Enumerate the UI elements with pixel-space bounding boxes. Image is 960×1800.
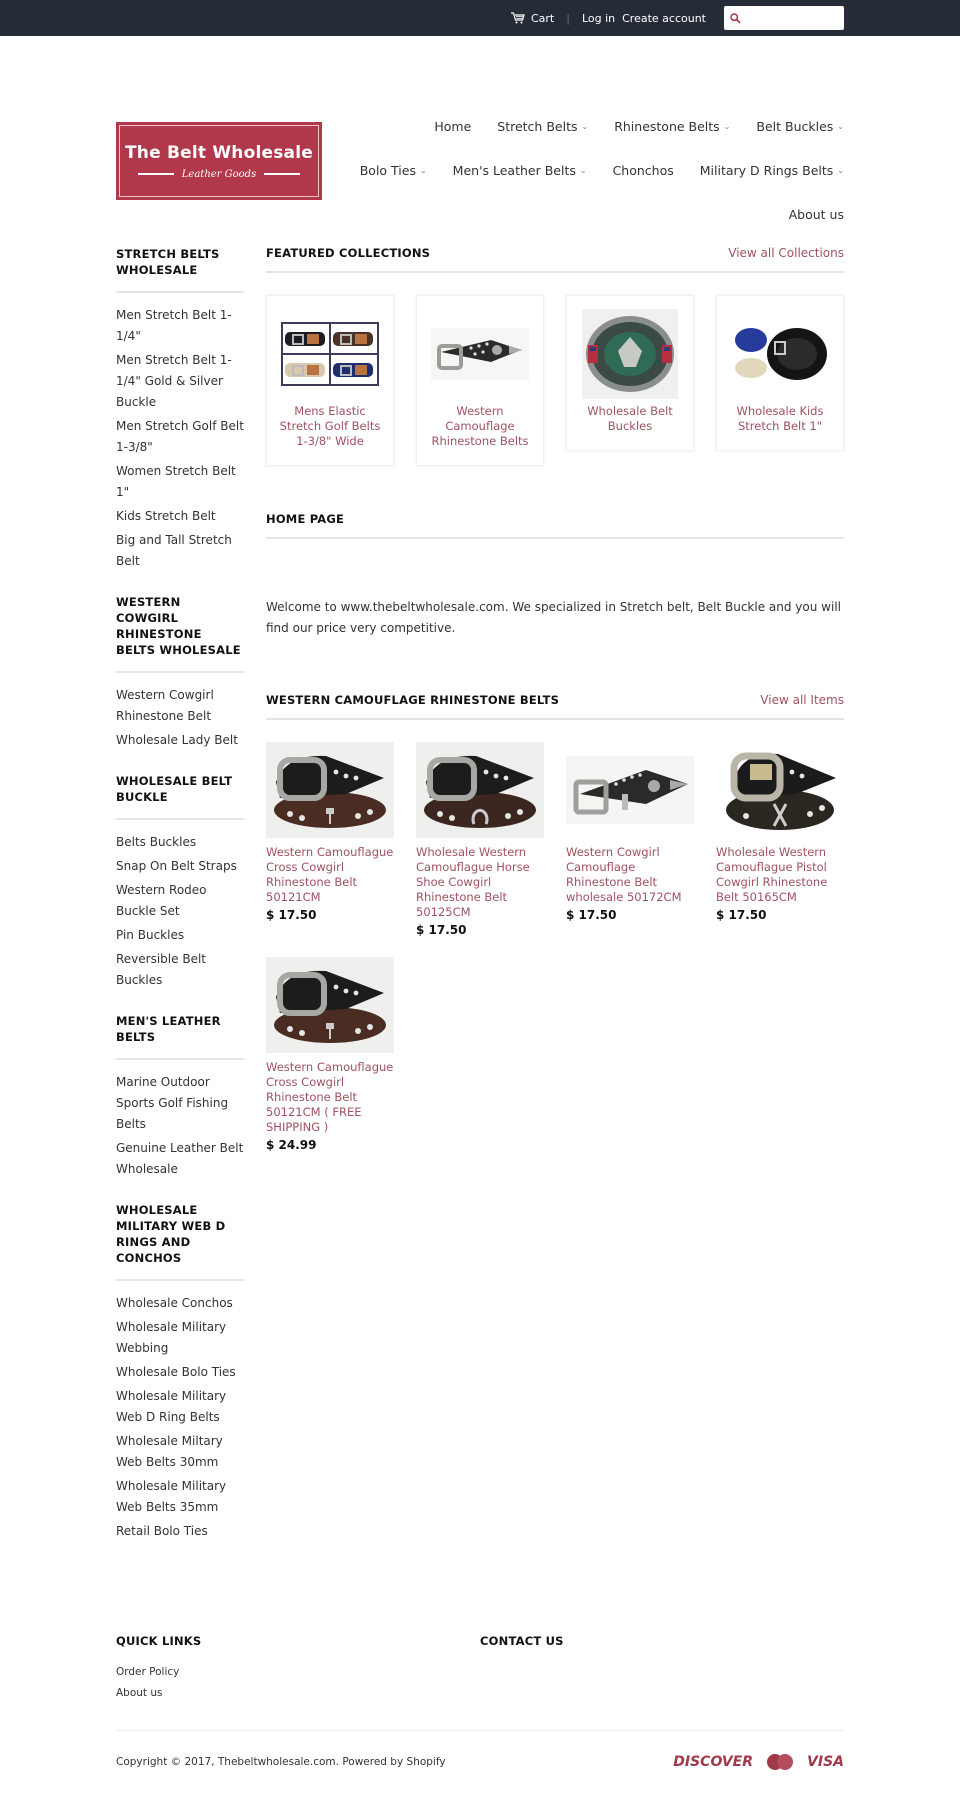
sidebar-link[interactable]: Women Stretch Belt 1" <box>116 464 236 499</box>
featured-collections-header <box>266 246 844 273</box>
product-image <box>266 742 394 838</box>
product-title: Wholesale Western Camouflague Pistol Cowgirl Rhinestone Belt 50165CM <box>716 845 828 904</box>
logo-subtitle-row <box>138 169 300 180</box>
sidebar-heading: WESTERN COWGIRL RHINESTONE BELTS WHOLESALE <box>116 594 244 673</box>
nav-item-about-us[interactable]: About us <box>788 206 844 222</box>
sidebar-heading: STRETCH BELTS WHOLESALE <box>116 246 244 293</box>
sidebar <box>116 246 244 1564</box>
product-price: $ 17.50 <box>416 923 467 937</box>
product-image <box>416 742 544 838</box>
sidebar-link[interactable]: Pin Buckles <box>116 928 185 942</box>
search-icon[interactable] <box>730 13 741 24</box>
visa-icon: VISA <box>807 1753 844 1770</box>
chevron-down-icon: ⌄ <box>579 165 587 175</box>
collection-title: Mens Elastic Stretch Golf Belts 1-3/8" Wide <box>279 404 381 448</box>
collection-card[interactable] <box>266 295 394 466</box>
product-price: $ 24.99 <box>266 1138 317 1152</box>
sidebar-link[interactable]: Retail Bolo Ties <box>116 1524 208 1538</box>
product-price: $ 17.50 <box>716 908 767 922</box>
sidebar-link[interactable]: Wholesale Conchos <box>116 1296 233 1310</box>
sidebar-heading: WHOLESALE BELT BUCKLE <box>116 773 244 820</box>
welcome-text: Welcome to www.thebeltwholesale.com. We specialized in Stretch belt, Belt Buckle and you will find our price very competitive. <box>266 600 841 635</box>
sidebar-link[interactable]: Western Rodeo Buckle Set <box>116 883 207 918</box>
nav-item-home[interactable]: Home <box>434 118 472 134</box>
product-price: $ 17.50 <box>566 908 617 922</box>
product-image <box>266 957 394 1053</box>
site-footer <box>116 1634 844 1800</box>
sidebar-section-stretch <box>116 246 244 572</box>
contact-column <box>480 1634 844 1704</box>
nav-row <box>324 148 844 192</box>
sidebar-link[interactable]: Big and Tall Stretch Belt <box>116 533 232 568</box>
collection-title: Western Camouflage Rhinestone Belts <box>431 404 529 448</box>
main-content <box>266 246 844 1564</box>
product-card[interactable] <box>416 742 544 937</box>
collection-card[interactable] <box>566 295 694 451</box>
sidebar-link[interactable]: Genuine Leather Belt Wholesale <box>116 1141 244 1176</box>
product-image <box>566 742 694 838</box>
product-title: Western Camouflague Cross Cowgirl Rhinestone Belt 50121CM ( FREE SHIPPING ) <box>266 1060 394 1134</box>
sidebar-link[interactable]: Marine Outdoor Sports Golf Fishing Belts <box>116 1075 229 1131</box>
nav-item-chonchos[interactable]: Chonchos <box>612 162 674 178</box>
product-title: Wholesale Western Camouflague Horse Shoe Cowgirl Rhinestone Belt 50125CM <box>416 845 530 919</box>
product-card[interactable] <box>266 742 394 937</box>
footer-link-order-policy[interactable]: Order Policy <box>116 1666 180 1678</box>
mastercard-icon <box>767 1754 793 1770</box>
search-box[interactable] <box>724 6 844 30</box>
featured-collections-grid <box>266 295 844 466</box>
chevron-down-icon: ⌄ <box>837 165 844 175</box>
view-all-items-link[interactable]: View all Items <box>760 693 844 707</box>
top-bar <box>0 0 960 36</box>
logo-rule <box>264 173 300 175</box>
sidebar-list <box>116 832 244 991</box>
collection-image-kids-belts <box>730 310 830 398</box>
section-title: HOME PAGE <box>266 512 345 526</box>
nav-row <box>324 192 844 236</box>
product-grid <box>266 742 844 1152</box>
collection-card[interactable] <box>416 295 544 466</box>
collection-title: Wholesale Kids Stretch Belt 1" <box>736 404 824 433</box>
sidebar-section-buckle <box>116 773 244 991</box>
search-input[interactable] <box>745 8 841 28</box>
nav-item-stretch-belts[interactable]: Stretch Belts ⌄ <box>497 118 589 134</box>
login-link[interactable]: Log in <box>581 11 616 25</box>
collection-image-eagle-buckle <box>580 310 680 398</box>
sidebar-list <box>116 1293 244 1542</box>
product-card[interactable] <box>716 742 844 937</box>
sidebar-section-military <box>116 1202 244 1542</box>
sidebar-heading: WHOLESALE MILITARY WEB D RINGS AND CONCHOS <box>116 1202 244 1281</box>
product-card[interactable] <box>566 742 694 937</box>
logo[interactable] <box>116 122 322 200</box>
nav-item-rhinestone-belts[interactable]: Rhinestone Belts ⌄ <box>614 118 731 134</box>
discover-icon: DISCOVER <box>673 1753 754 1770</box>
collection-image-rhinestone-belt <box>430 310 530 398</box>
product-title: Western Camouflague Cross Cowgirl Rhinestone Belt 50121CM <box>266 845 394 904</box>
nav-item-mens-leather-belts[interactable]: Men's Leather Belts ⌄ <box>452 162 587 178</box>
sidebar-link[interactable]: Reversible Belt Buckles <box>116 952 206 987</box>
sidebar-link[interactable]: Wholesale Military Web D Ring Belts <box>116 1389 227 1424</box>
sidebar-link[interactable]: Wholesale Military Webbing <box>116 1320 227 1355</box>
sidebar-link[interactable]: Snap On Belt Straps <box>116 859 237 873</box>
nav-item-military-d-rings[interactable]: Military D Rings Belts ⌄ <box>699 162 844 178</box>
sidebar-link[interactable]: Wholesale Lady Belt <box>116 733 238 747</box>
product-title: Western Cowgirl Camouflage Rhinestone Belt wholesale 50172CM <box>566 845 682 904</box>
nav-row <box>324 104 844 148</box>
cart-link[interactable] <box>511 12 554 25</box>
chevron-down-icon: ⌄ <box>419 165 427 175</box>
nav-item-bolo-ties[interactable]: Bolo Ties ⌄ <box>359 162 427 178</box>
site-header <box>0 36 960 222</box>
products-section-header <box>266 693 844 720</box>
product-price: $ 17.50 <box>266 908 317 922</box>
contact-heading: CONTACT US <box>480 1634 564 1648</box>
chevron-down-icon: ⌄ <box>581 121 589 131</box>
sidebar-list <box>116 305 244 572</box>
nav-item-belt-buckles[interactable]: Belt Buckles ⌄ <box>756 118 844 134</box>
section-title: WESTERN CAMOUFLAGE RHINESTONE BELTS <box>266 693 560 707</box>
divider: | <box>566 11 570 25</box>
copyright-text: Copyright © 2017, Thebeltwholesale.com. Powered by Shopify <box>116 1755 446 1768</box>
quick-links-column <box>116 1634 480 1704</box>
sidebar-link[interactable]: Wholesale Miltary Web Belts 30mm <box>116 1434 223 1469</box>
view-all-collections-link[interactable]: View all Collections <box>728 246 844 260</box>
sidebar-link[interactable]: Men Stretch Golf Belt 1-3/8" <box>116 419 244 454</box>
collection-card[interactable] <box>716 295 844 451</box>
sidebar-link[interactable]: Belts Buckles <box>116 835 197 849</box>
sidebar-heading: MEN'S LEATHER BELTS <box>116 1013 244 1060</box>
sidebar-list <box>116 685 244 751</box>
sidebar-link[interactable]: Wholesale Bolo Ties <box>116 1365 236 1379</box>
collection-title: Wholesale Belt Buckles <box>587 404 673 433</box>
collection-image-stretch-belts <box>280 310 380 398</box>
sidebar-section-rhinestone <box>116 594 244 751</box>
chevron-down-icon: ⌄ <box>837 121 844 131</box>
sidebar-link[interactable]: Kids Stretch Belt <box>116 509 216 523</box>
logo-rule <box>138 173 174 175</box>
product-image <box>716 742 844 838</box>
sidebar-section-leather <box>116 1013 244 1180</box>
main-nav <box>324 104 844 236</box>
quick-links-heading: QUICK LINKS <box>116 1634 202 1648</box>
sidebar-list <box>116 1072 244 1180</box>
footer-bottom <box>116 1730 844 1800</box>
section-title: FEATURED COLLECTIONS <box>266 246 431 260</box>
payment-icons <box>673 1754 844 1770</box>
page-content <box>116 246 844 1564</box>
logo-title: The Belt Wholesale <box>125 142 313 163</box>
logo-subtitle: Leather Goods <box>181 168 257 180</box>
create-account-link[interactable]: Create account <box>622 11 706 25</box>
cart-icon <box>511 12 525 24</box>
sidebar-link[interactable]: Western Cowgirl Rhinestone Belt <box>116 688 214 723</box>
sidebar-link[interactable]: Men Stretch Belt 1-1/4" <box>116 308 232 343</box>
footer-link-about-us[interactable]: About us <box>116 1687 163 1699</box>
sidebar-link[interactable]: Wholesale Military Web Belts 35mm <box>116 1479 227 1514</box>
cart-label: Cart <box>530 11 555 25</box>
logo-frame <box>119 125 319 197</box>
product-card[interactable] <box>266 957 394 1152</box>
chevron-down-icon: ⌄ <box>723 121 731 131</box>
sidebar-link[interactable]: Men Stretch Belt 1-1/4" Gold & Silver Buckle <box>116 353 232 409</box>
footer-columns <box>116 1634 844 1704</box>
home-page-header <box>266 512 844 539</box>
